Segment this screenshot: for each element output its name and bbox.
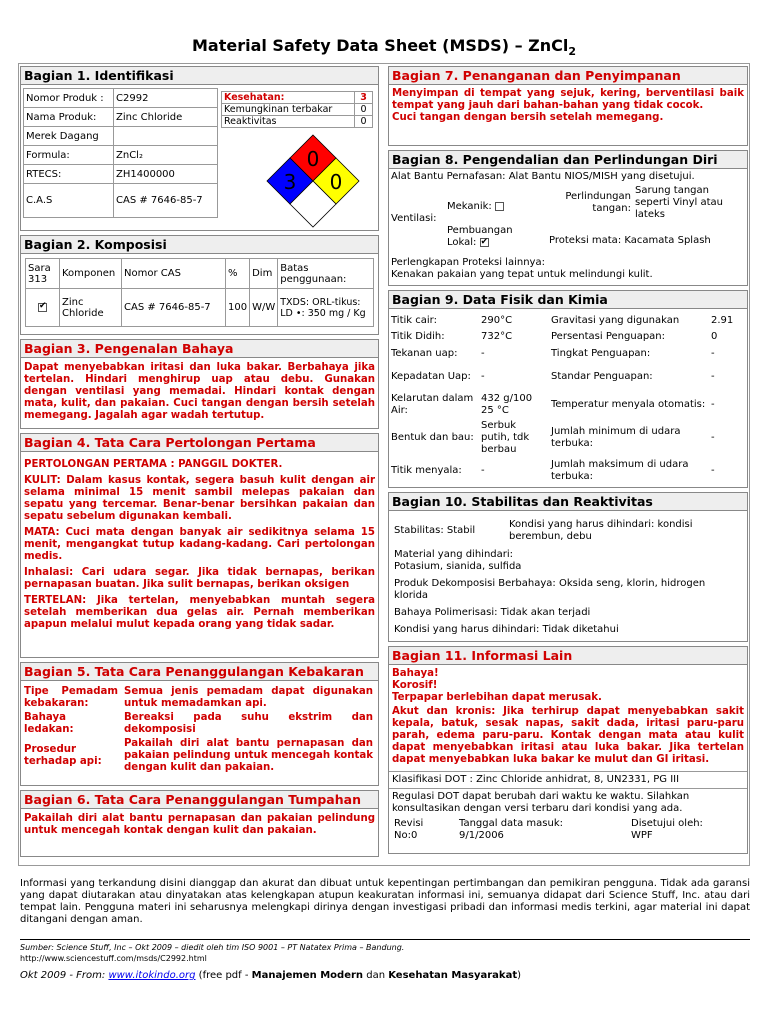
fire-value: Bereaksi pada suhu ekstrim dan dekomposisi: [124, 712, 373, 735]
source-line: Sumber: Science Stuff, Inc – Okt 2009 – diedit oleh tim ISO 9001 – PT Natatex Prima – Bandung.: [20, 943, 405, 952]
revision: Revisi No:0: [394, 818, 424, 841]
overexposure-text: Terpapar berlebihan dapat merusak.: [392, 692, 602, 703]
hazard-key: Kesehatan:: [222, 92, 355, 104]
from-prefix: Okt 2009 - From:: [20, 970, 109, 981]
id-value: ZnCl₂: [114, 146, 218, 165]
mechanical-label: Mekanik:: [447, 201, 492, 212]
disclaimer: Informasi yang terkandung disini dianggap dan akurat dan dibuat untuk kepentingan pertimbangan dan pemikiran pengguna. Tidak ada garansi yang dapat diutarakan atau dinyatakan atas kelengkapan atupun keakuratan informasi ini, semuanya didapat dari Science Stuff, Inc. atau dari tempat lain. Pengguna materi ini seharusnya melengkapi dirinya dengan investigasi pribadi dan informasi medis terkini, agar material ini dapat ditangani dengan aman.: [20, 878, 750, 925]
prop-value: 2.91: [711, 315, 734, 326]
id-key: RTECS:: [24, 165, 114, 184]
from-bold-2: Kesehatan Masyarakat: [388, 970, 518, 981]
incompatible-value: Potasium, sianida, sulfida: [394, 561, 522, 572]
prop-key: Jumlah maksimum di udara terbuka:: [551, 459, 689, 482]
nfpa-flammability: 0: [306, 147, 320, 171]
component-cas: CAS # 7646-85-7: [122, 289, 226, 327]
id-value: ZH1400000: [114, 165, 218, 184]
prop-key: Gravitasi yang digunakan: [551, 315, 680, 326]
col-header: Komponen: [60, 259, 122, 289]
prop-value: -: [711, 348, 715, 359]
fire-table: [21, 685, 376, 775]
prop-value: 432 g/100 25 °C: [481, 393, 533, 416]
eye-protection: Proteksi mata: Kacamata Splash: [549, 235, 711, 246]
first-aid-ingestion: TERTELAN: Jika tertelan, menyebabkan muntah segera setelah memberikan dua gelas air. Pernah memberikan apapun melalui mulut kepada orang yang tidak sadar.: [24, 595, 375, 630]
prop-key: Temperatur menyala otomatis:: [551, 399, 706, 410]
id-key: Merek Dagang: [24, 127, 114, 146]
first-aid-skin: KULIT: Dalam kasus kontak, segera basuh kulit dengan air selama minimal 15 menit sambil melepas pakaian dan sepatu yang tercemar. Benar-benar bersihkan pakaian dan sepatu sebelum digunakan kembali.: [24, 475, 375, 522]
id-key: Nomor Produk :: [24, 89, 114, 108]
other-protection-text: Kenakan pakaian yang tepat untuk melindungi kulit.: [391, 269, 653, 280]
prop-key: Titik menyala:: [391, 465, 462, 476]
hazard-rating-table: [221, 91, 373, 128]
spill-text: Pakailah diri alat bantu pernapasan dan pakaian pelindung untuk mencegah kontak dengan kulit dan pakaian.: [24, 813, 375, 836]
prop-key: Tingkat Penguapan:: [551, 348, 651, 359]
right-column: [388, 66, 748, 858]
section-4-heading: Bagian 4. Tata Cara Pertolongan Pertama: [21, 434, 378, 452]
page-title: Material Safety Data Sheet (MSDS) – ZnCl$_2$: [191, 36, 577, 59]
respirator-text: Alat Bantu Pernafasan: Alat Bantu NIOS/MISH yang disetujui.: [391, 171, 695, 182]
prop-value: -: [481, 465, 485, 476]
prop-key: Bentuk dan bau:: [391, 432, 474, 443]
section-1-heading: Bagian 1. Identifikasi: [21, 67, 378, 85]
col-header: Sara 313: [26, 259, 60, 289]
incompatible-label: Material yang dihindari:: [394, 549, 514, 560]
from-and: dan: [363, 970, 389, 981]
id-value: [114, 127, 218, 146]
source-url: http://www.sciencestuff.com/msds/C2992.html: [20, 954, 207, 963]
entry-date: Tanggal data masuk: 9/1/2006: [459, 818, 563, 841]
section-2-heading: Bagian 2. Komposisi: [21, 236, 378, 254]
prop-value: -: [711, 465, 715, 476]
section-8-heading: Bagian 8. Pengendalian dan Perlindungan Diri: [389, 151, 747, 169]
fire-value: Semua jenis pemadam dapat digunakan untuk memadamkan api.: [124, 686, 373, 709]
nfpa-health: 3: [283, 170, 297, 194]
dot-classification: Klasifikasi DOT : Zinc Chloride anhidrat, 8, UN2331, PG III: [389, 771, 747, 788]
first-aid-call: PERTOLONGAN PERTAMA : PANGGIL DOKTER.: [24, 459, 283, 470]
id-value: Zinc Chloride: [114, 108, 218, 127]
footer-divider: [20, 939, 750, 940]
fire-key: Tipe Pemadam kebakaran:: [24, 686, 118, 709]
conditions-text: Kondisi yang harus dihindari: Tidak diketahui: [394, 624, 619, 635]
section-5-kebakaran: [20, 662, 379, 786]
sara-checkbox: [38, 303, 47, 312]
section-10-stabilitas: [388, 492, 748, 642]
prop-value: 732°C: [481, 331, 513, 342]
nfpa-reactivity: 0: [329, 170, 343, 194]
id-key: Formula:: [24, 146, 114, 165]
first-aid-eyes: MATA: Cuci mata dengan banyak air sedikitnya selama 15 menit, mengangkat tutup kadang-kadang. Cari pertolongan medis.: [24, 527, 375, 562]
itokindo-link[interactable]: www.itokindo.org: [108, 970, 196, 981]
prop-key: Standar Penguapan:: [551, 371, 653, 382]
section-2-komposisi: [20, 235, 379, 335]
col-header: %: [226, 259, 250, 289]
fire-key: Prosedur terhadap api:: [24, 744, 102, 767]
physical-data-table: [389, 313, 747, 485]
section-6-heading: Bagian 6. Tata Cara Penanggulangan Tumpahan: [21, 791, 378, 809]
id-value: C2992: [114, 89, 218, 108]
prop-value: -: [481, 348, 485, 359]
left-column: [20, 66, 379, 861]
from-end: ): [517, 970, 522, 981]
prop-value: -: [711, 432, 715, 443]
decomposition-text: Produk Dekomposisi Berbahaya: Oksida seng, klorin, hidrogen klorida: [394, 578, 706, 601]
component-limit: TXDS: ORL-tikus: LD •: 350 mg / Kg: [278, 289, 374, 327]
hazard-key: Reaktivitas: [222, 116, 355, 128]
from-bold-1: Manajemen Modern: [251, 970, 364, 981]
stability-key: Stabilitas: Stabil: [394, 525, 476, 536]
glove-label: Perlindungan tangan:: [565, 191, 631, 214]
prop-value: 0: [711, 331, 718, 342]
section-11-informasi: [388, 646, 748, 854]
acute-chronic-text: Akut dan kronis: Jika terhirup dapat menyebabkan sakit kepala, batuk, sesak napas, sakit dada, iritasi paru-paru parah, edema paru-paru. Kontak dengan mata atau kulit dapat menyebabkan iritasi atau luka bakar. Jika tertelan dapat menyebabkan luka bakar ke mulut dan GI iritasi.: [392, 706, 744, 765]
section-7-heading: Bagian 7. Penanganan dan Penyimpanan: [389, 67, 747, 85]
section-3-heading: Bagian 3. Pengenalan Bahaya: [21, 340, 378, 358]
fire-key: Bahaya ledakan:: [24, 712, 74, 735]
first-aid-inhalation: Inhalasi: Cari udara segar. Jika tidak bernapas, berikan pernapasan buatan. Jika sulit bernapas, berikan oksigen: [24, 567, 375, 590]
hazard-value: 3: [355, 92, 373, 104]
hazard-text: Dapat menyebabkan iritasi dan luka bakar. Berbahaya jika tertelan. Hindari menghirup uap atau debu. Gunakan dengan ventilasi yang memadai. Hindari kontak dengan mata, kulit, dan pakaian. Cuci tangan dengan bersih setelah memegang. Jagalah agar wadah tertutup.: [24, 362, 375, 421]
id-value: CAS # 7646-85-7: [114, 184, 218, 218]
other-protection-label: Perlengkapan Proteksi lainnya:: [391, 257, 545, 268]
dot-regulation: Regulasi DOT dapat berubah dari waktu ke waktu. Silahkan konsultasikan dengan versi terbaru dari kondisi yang ada.: [389, 788, 747, 817]
glove-value: Sarung tangan seperti Vinyl atau lateks: [635, 185, 723, 220]
from-mid: (free pdf -: [195, 970, 252, 981]
prop-key: Titik cair:: [391, 315, 437, 326]
polymerization-text: Bahaya Polimerisasi: Tidak akan terjadi: [394, 607, 591, 618]
section-10-heading: Bagian 10. Stabilitas dan Reaktivitas: [389, 493, 747, 511]
section-1-identifikasi: [20, 66, 379, 231]
corrosive-text: Korosif!: [392, 680, 438, 691]
section-9-heading: Bagian 9. Data Fisik dan Kimia: [389, 291, 747, 309]
id-key: C.A.S: [24, 184, 114, 218]
prop-value: -: [711, 399, 715, 410]
prop-key: Tekanan uap:: [391, 348, 458, 359]
approved-by: Disetujui oleh: WPF: [631, 818, 703, 841]
component-pct: 100: [226, 289, 250, 327]
component-name: Zinc Chloride: [60, 289, 122, 327]
prop-value: -: [711, 371, 715, 382]
prop-value: -: [481, 371, 485, 382]
danger-text: Bahaya!: [392, 668, 439, 679]
section-6-tumpahan: [20, 790, 379, 857]
prop-key: Persentasi Penguapan:: [551, 331, 666, 342]
id-key: Nama Produk:: [24, 108, 114, 127]
section-5-heading: Bagian 5. Tata Cara Penanggulangan Kebakaran: [21, 663, 378, 681]
identification-table: [23, 88, 218, 218]
hazard-value: 0: [355, 104, 373, 116]
fire-value: Pakailah diri alat bantu pernapasan dan pakaian pelindung untuk mencegah kontak dengan kulit dan pakaian.: [124, 738, 373, 773]
section-8-perlindungan: [388, 150, 748, 286]
storage-wash: Cuci tangan dengan bersih setelah memegang.: [392, 112, 664, 123]
prop-key: Jumlah minimum di udara terbuka:: [551, 426, 681, 449]
section-11-heading: Bagian 11. Informasi Lain: [389, 647, 747, 665]
col-header: Nomor CAS: [122, 259, 226, 289]
col-header: Batas penggunaan:: [278, 259, 374, 289]
prop-key: Titik Didih:: [391, 331, 445, 342]
ventilation-label: Ventilasi:: [391, 213, 437, 224]
hazard-key: Kemungkinan terbakar: [222, 104, 355, 116]
from-line: [20, 970, 750, 982]
section-3-bahaya: [20, 339, 379, 429]
local-exhaust-checkbox: [480, 238, 489, 247]
section-7-penyimpanan: [388, 66, 748, 146]
hazard-value: 0: [355, 116, 373, 128]
storage-text: Menyimpan di tempat yang sejuk, kering, berventilasi baik tempat yang jauh dari bahan-bahan yang tidak cocok.: [392, 88, 744, 111]
local-exhaust-label: Pembuangan Lokal:: [447, 225, 513, 248]
nfpa-diamond: [265, 133, 361, 229]
stability-value: Kondisi yang harus dihindari: kondisi berembun, debu: [509, 519, 693, 542]
component-dim: W/W: [250, 289, 278, 327]
prop-value: Serbuk putih, tdk berbau: [481, 420, 530, 455]
composition-table: [25, 258, 374, 327]
prop-value: 290°C: [481, 315, 513, 326]
prop-key: Kepadatan Uap:: [391, 371, 471, 382]
prop-key: Kelarutan dalam Air:: [391, 393, 474, 416]
mechanical-checkbox: [495, 202, 504, 211]
col-header: Dim: [250, 259, 278, 289]
section-9-data-fisik: [388, 290, 748, 488]
section-4-pertolongan: [20, 433, 379, 658]
